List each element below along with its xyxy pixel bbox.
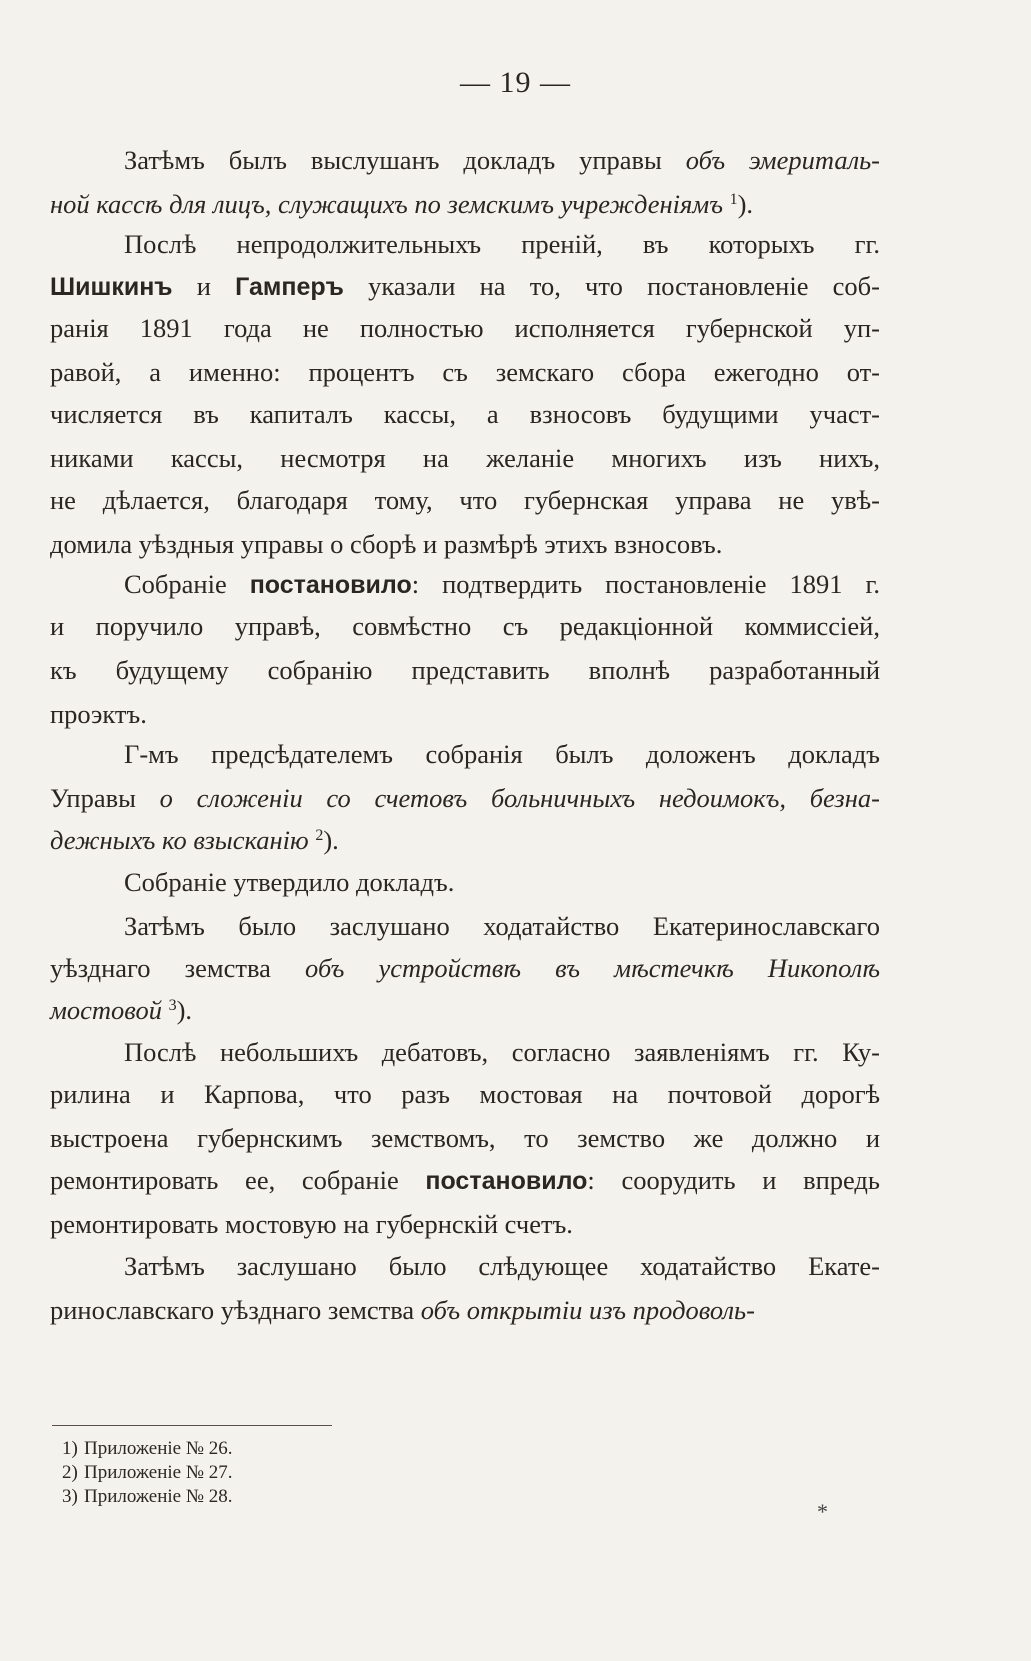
text-run: : соорудить и впредь <box>587 1165 881 1195</box>
footnote-ref: 3 <box>168 997 177 1014</box>
text-run: ремонтировать мостовую на губернскій счетъ. <box>50 1209 573 1239</box>
text-line <box>50 352 880 392</box>
text-run: Послѣ непродолжительныхъ преній, въ которыхъ гг. <box>124 229 880 259</box>
text-run: ранія 1891 года не полностью исполняется губернской уп- <box>50 313 880 343</box>
page-number: — 19 — <box>460 66 571 99</box>
text-line <box>50 266 880 307</box>
emphasis-text: Гамперъ <box>235 273 344 301</box>
text-line <box>50 308 880 348</box>
text-run <box>723 189 730 219</box>
text-line <box>124 1246 880 1286</box>
text-line <box>50 524 880 564</box>
footnote-rule <box>52 1425 332 1426</box>
text-line <box>50 1160 880 1201</box>
text-line <box>50 438 880 478</box>
text-line <box>124 224 880 264</box>
text-run: ). <box>737 189 754 219</box>
text-run: Управы <box>50 783 160 813</box>
text-line <box>124 140 880 180</box>
text-line <box>124 906 880 946</box>
text-run: Собраніе <box>124 569 250 599</box>
text-line <box>124 734 880 774</box>
footnote <box>62 1485 233 1509</box>
footnote-ref: 1 <box>729 191 738 208</box>
text-run: Г-мъ предсѣдателемъ собранія былъ доложенъ докладъ <box>124 739 880 769</box>
footnote-mark: 2) <box>62 1462 78 1483</box>
signature-mark: * <box>817 1499 828 1524</box>
text-line <box>124 564 880 605</box>
italic-text: объ эмериталь- <box>685 145 881 175</box>
footnote-mark: 1) <box>62 1438 78 1459</box>
text-run: ринославскаго уѣзднаго земства <box>50 1295 421 1325</box>
text-line <box>50 778 880 818</box>
footnote-ref: 2 <box>315 827 324 844</box>
text-run: равой, а именно: процентъ съ земскаго сбора ежегодно от- <box>50 357 880 387</box>
footnote-text: Приложеніе № 27. <box>84 1462 233 1483</box>
text-line <box>50 606 880 646</box>
text-run: уѣзднаго земства <box>50 953 306 983</box>
text-line <box>50 820 880 860</box>
emphasis-text: постановило <box>425 1167 588 1195</box>
text-run: указали на то, что постановленіе соб- <box>343 271 880 301</box>
text-run: ). <box>323 825 339 855</box>
footnote-text: Приложеніе № 26. <box>84 1438 233 1459</box>
text-line <box>50 694 880 734</box>
emphasis-text: постановило <box>249 571 412 599</box>
text-line <box>50 990 880 1030</box>
text-line <box>50 650 880 690</box>
text-run: Затѣмъ заслушано было слѣдующее ходатайство Екате- <box>124 1251 880 1281</box>
text-run: проэктъ. <box>50 699 147 729</box>
text-run: выстроена губернскимъ земствомъ, то земство же должно и <box>50 1123 880 1153</box>
text-run: : подтвердить постановленіе 1891 г. <box>411 569 880 599</box>
italic-text: дежныхъ ко взысканію <box>50 825 309 855</box>
italic-text: о сложеніи со счетовъ больничныхъ недоимокъ, безна- <box>159 783 880 813</box>
text-run: ремонтировать ее, собраніе <box>50 1165 426 1195</box>
text-line <box>50 394 880 434</box>
footnote-mark: 3) <box>62 1486 78 1507</box>
text-line <box>50 480 880 520</box>
text-run: и <box>172 271 236 301</box>
text-line <box>50 1204 880 1244</box>
text-run: Затѣмъ былъ выслушанъ докладъ управы <box>124 145 686 175</box>
text-line <box>50 184 880 224</box>
text-run: рилина и Карпова, что разъ мостовая на почтовой дорогѣ <box>50 1079 880 1109</box>
text-line <box>50 1074 880 1114</box>
text-line <box>124 862 880 902</box>
text-run <box>162 995 169 1025</box>
footnote-text: Приложеніе № 28. <box>84 1486 233 1507</box>
text-run: къ будущему собранію представить вполнѣ разработанный <box>50 655 880 685</box>
text-run: Затѣмъ было заслушано ходатайство Екатеринославскаго <box>124 911 880 941</box>
text-run: числяется въ капиталъ кассы, а взносовъ будущими участ- <box>50 399 880 429</box>
italic-text: объ устройствѣ въ мѣстечкѣ Никополѣ <box>305 953 880 983</box>
text-run: Собраніе утвердило докладъ. <box>124 867 455 897</box>
emphasis-text: Шишкинъ <box>50 273 173 301</box>
text-line <box>50 1118 880 1158</box>
text-line <box>50 948 880 988</box>
italic-text: ной кассѣ для лицъ, служащихъ по земскимъ учрежденіямъ <box>50 189 723 219</box>
text-run: Послѣ небольшихъ дебатовъ, согласно заявленіямъ гг. Ку- <box>124 1037 880 1067</box>
text-line <box>50 1290 880 1330</box>
text-run: домила уѣздныя управы о сборѣ и размѣрѣ этихъ взносовъ. <box>50 529 723 559</box>
footnote <box>62 1437 233 1461</box>
text-run: ). <box>176 995 193 1025</box>
italic-text: объ открытіи изъ продоволь- <box>420 1295 755 1325</box>
text-run: никами кассы, несмотря на желаніе многихъ изъ нихъ, <box>50 443 880 473</box>
text-line <box>124 1032 880 1072</box>
footnote <box>62 1461 233 1485</box>
italic-text: мостовой <box>50 995 162 1025</box>
text-run: и поручило управѣ, совмѣстно съ редакціонной коммиссіей, <box>50 611 880 641</box>
text-run: не дѣлается, благодаря тому, что губернская управа не увѣ- <box>50 485 880 515</box>
